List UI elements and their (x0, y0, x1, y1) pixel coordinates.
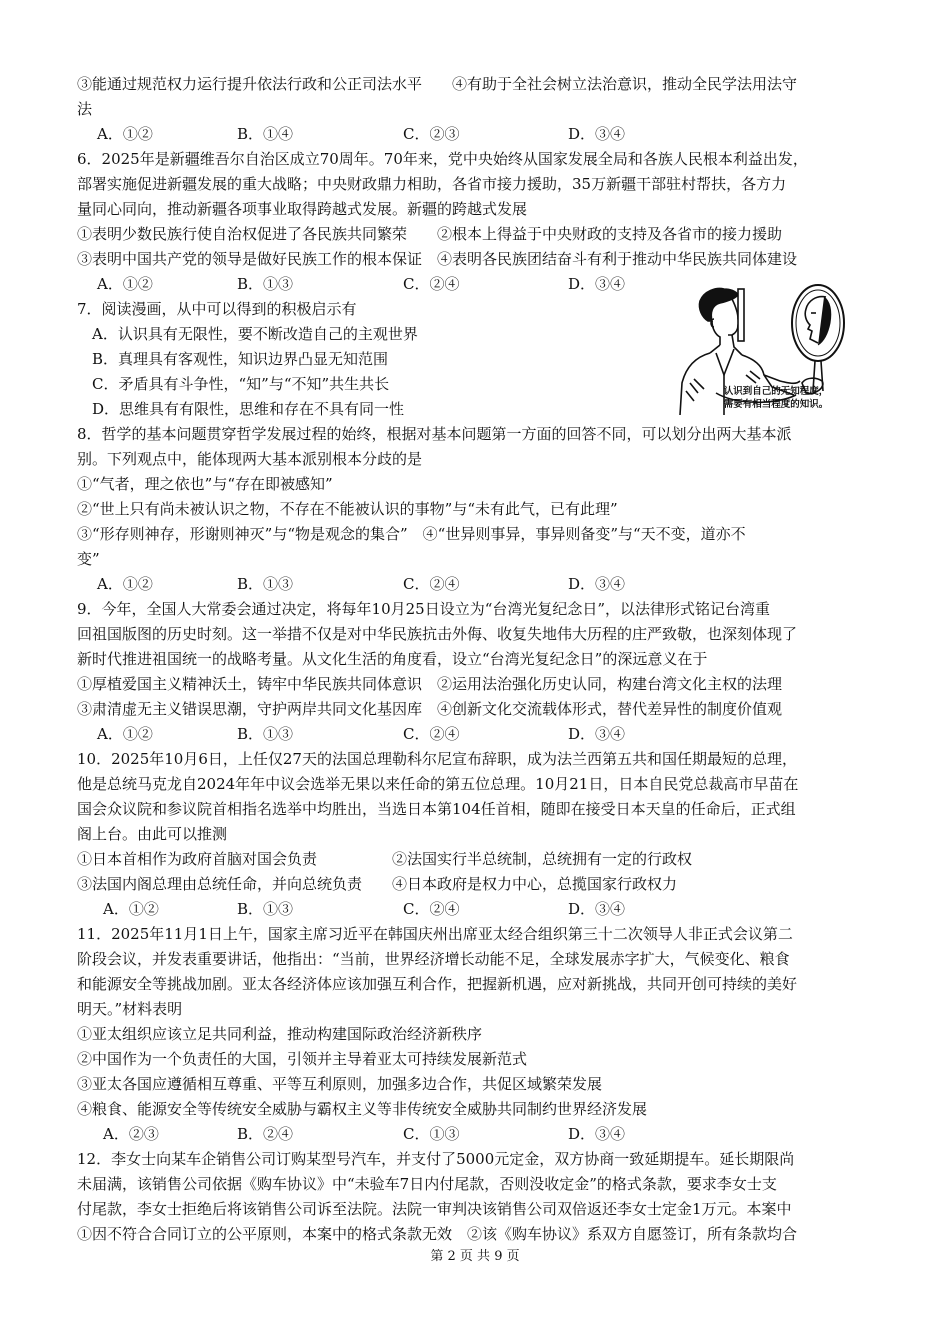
text-line: 部署实施促进新疆发展的重大战略；中央财政鼎力相助，各省市接力援助，35万新疆干部驻村帮扶，各方力 (77, 175, 787, 193)
text-line: ④粮食、能源安全等传统安全威胁与霸权主义等非传统安全威胁共同制约世界经济发展 (77, 1100, 648, 1118)
option-d: D．③④ (568, 125, 626, 143)
option-b: B．①④ (237, 125, 294, 143)
option-c: C．②④ (403, 900, 460, 918)
text-line: 阶段会议，并发表重要讲话，他指出：“当前，世界经济增长动能不足，全球发展赤字扩大，气候变化、粮食 (77, 950, 790, 968)
question-9-stem: 9．今年，全国人大常委会通过决定，将每年10月25日设立为“台湾光复纪念日”，以法律形式铭记台湾重 (77, 600, 771, 618)
option-c: C．②④ (403, 725, 460, 743)
option-a: A．①② (97, 275, 153, 293)
text-line: ①表明少数民族行使自治权促进了各民族共同繁荣 ②根本上得益于中央财政的支持及各省市的接力援助 (77, 225, 783, 243)
option-c: C．②④ (403, 275, 460, 293)
text-line: ①日本首相作为政府首脑对国会负责 ②法国实行半总统制，总统拥有一定的行政权 (77, 850, 693, 868)
text-line: ③“形存则神存，形谢则神灭”与“物是观念的集合” ④“世异则事异，事异则备变”与“天不变，道亦不 (77, 525, 746, 543)
choice-line: D．思维具有有限性，思维和存在不具有同一性 (77, 400, 405, 418)
question-11-stem: 11．2025年11月1日上午，国家主席习近平在韩国庆州出席亚太经合组织第三十二次领导人非正式会议第二 (77, 925, 793, 943)
option-a: A．①② (97, 575, 153, 593)
option-a: A．①② (97, 125, 153, 143)
question-10-stem: 10．2025年10月6日，上任仅27天的法国总理勒科尔尼宣布辞职，成为法兰西第五共和国任期最短的总理， (77, 750, 797, 768)
option-d: D．③④ (568, 1125, 626, 1143)
text-line: 付尾款，李女士拒绝后将该销售公司诉至法院。法院一审判决该销售公司双倍返还李女士定金1万元。本案中 (77, 1200, 792, 1218)
text-line: 新时代推进祖国统一的战略考量。从文化生活的角度看，设立“台湾光复纪念日”的深远意义在于 (77, 650, 708, 668)
option-d: D．③④ (568, 725, 626, 743)
text-line: 法 (77, 100, 93, 118)
text-line: 他是总统马克龙自2024年年中议会选举无果以来任命的第五位总理。10月21日，日本自民党总裁高市早苗在 (77, 775, 799, 793)
option-b: B．②④ (237, 1125, 294, 1143)
cartoon-caption (676, 385, 876, 411)
option-d: D．③④ (568, 575, 626, 593)
option-b: B．①③ (237, 575, 294, 593)
text-line: ①“气者，理之依也”与“存在即被感知” (77, 475, 333, 493)
option-c: C．②③ (403, 125, 460, 143)
option-b: B．①③ (237, 900, 294, 918)
text-line: ③法国内阁总理由总统任命，并向总统负责 ④日本政府是权力中心，总揽国家行政权力 (77, 875, 678, 893)
choice-line: B．真理具有客观性，知识边界凸显无知范围 (77, 350, 389, 368)
option-a: A．②③ (103, 1125, 159, 1143)
text-line: ①厚植爱国主义精神沃土，铸牢中华民族共同体意识 ②运用法治强化历史认同，构建台湾文化主权的法理 (77, 675, 783, 693)
option-c: C．①③ (403, 1125, 460, 1143)
option-c: C．②④ (403, 575, 460, 593)
text-line: 明天。”材料表明 (77, 1000, 183, 1018)
text-line: 和能源安全等挑战加剧。亚太各经济体应该加强互利合作，把握新机遇，应对新挑战，共同开创可持续的美好 (77, 975, 798, 993)
page-footer: 第 2 页 共 9 页 (430, 1249, 520, 1264)
caption-line: 认识到自己的无知程度， (723, 386, 829, 397)
text-line: ①因不符合合同订立的公平原则，本案中的格式条款无效 ②该《购车协议》系双方自愿签订，所有条款均合 (77, 1225, 798, 1243)
text-line: ③表明中国共产党的领导是做好民族工作的根本保证 ④表明各民族团结奋斗有利于推动中华民族共同体建设 (77, 250, 798, 268)
text-line: 国会众议院和参议院首相指名选举中均胜出，当选日本第104任首相，随即在接受日本天皇的任命后，正式组 (77, 800, 796, 818)
option-a: A．①② (103, 900, 159, 918)
option-d: D．③④ (568, 275, 626, 293)
choice-line: C．矛盾具有斗争性，“知”与“不知”共生共长 (77, 375, 390, 393)
text-line: ①亚太组织应该立足共同利益，推动构建国际政治经济新秩序 (77, 1025, 483, 1043)
text-line: 别。下列观点中，能体现两大基本派别根本分歧的是 (77, 450, 423, 468)
question-6-stem: 6．2025年是新疆维吾尔自治区成立70周年。70年来，党中央始终从国家发展全局和各族人民根本利益出发， (77, 150, 808, 168)
text-line: 量同心同向，推动新疆各项事业取得跨越式发展。新疆的跨越式发展 (77, 200, 528, 218)
question-8-stem: 8．哲学的基本问题贯穿哲学发展过程的始终，根据对基本问题第一方面的回答不同，可以划分出两大基本派 (77, 425, 792, 443)
option-b: B．①③ (237, 275, 294, 293)
text-line: ②中国作为一个负责任的大国，引领并主导着亚太可持续发展新范式 (77, 1050, 528, 1068)
caption-line: 需要有相当程度的知识。 (723, 399, 829, 410)
text-line: ③亚太各国应遵循相互尊重、平等互利原则，加强多边合作，共促区域繁荣发展 (77, 1075, 603, 1093)
text-line: ③肃清虚无主义错误思潮，守护两岸共同文化基因库 ④创新文化交流载体形式，替代差异性的制度价值观 (77, 700, 783, 718)
option-b: B．①③ (237, 725, 294, 743)
question-7-stem: 7．阅读漫画，从中可以得到的积极启示有 (77, 300, 357, 318)
option-d: D．③④ (568, 900, 626, 918)
choice-line: A．认识具有无限性，要不断改造自己的主观世界 (77, 325, 418, 343)
text-line: 未届满，该销售公司依据《购车协议》中“未验车7日内付尾款，否则没收定金”的格式条款，要求李女士支 (77, 1175, 777, 1193)
text-line: 阁上台。由此可以推测 (77, 825, 228, 843)
text-line: 变” (77, 550, 100, 568)
question-12-stem: 12．李女士向某车企销售公司订购某型号汽车，并支付了5000元定金，双方协商一致延期提车。延长期限尚 (77, 1150, 795, 1168)
text-line: 回祖国版图的历史时刻。这一举措不仅是对中华民族抗击外侮、收复失地伟大历程的庄严致敬，也深刻体现了 (77, 625, 798, 643)
text-line: ③能通过规范权力运行提升依法行政和公正司法水平 ④有助于全社会树立法治意识，推动全民学法用法守 (77, 75, 798, 93)
option-a: A．①② (97, 725, 153, 743)
text-line: ②“世上只有尚未被认识之物，不存在不能被认识的事物”与“未有此气，已有此理” (77, 500, 618, 518)
